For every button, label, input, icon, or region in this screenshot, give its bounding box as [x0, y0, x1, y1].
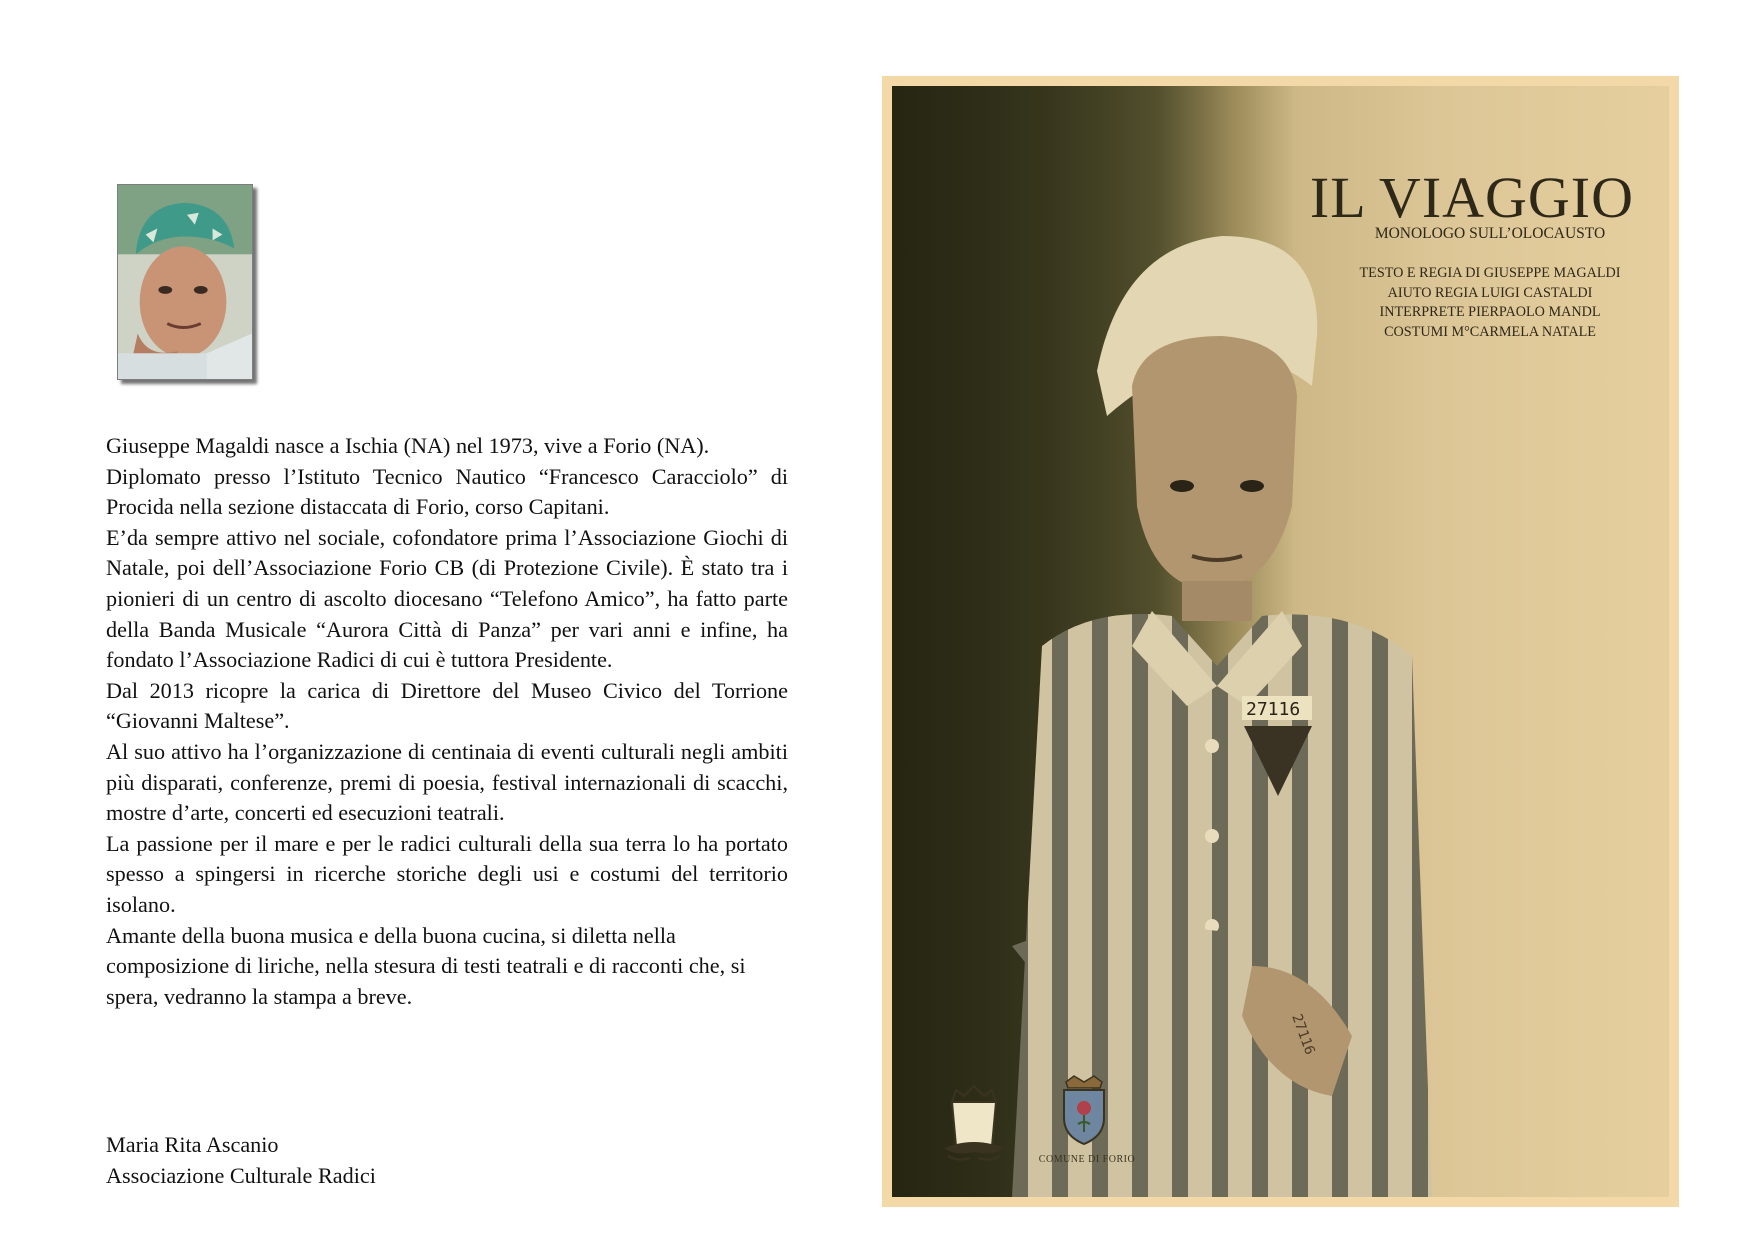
author-portrait — [117, 184, 253, 380]
bio-paragraph-4: Dal 2013 ricopre la carica di Direttore del Museo Civico del Torrione “Giovanni Maltese”. — [106, 677, 788, 734]
poster-credits — [1340, 264, 1640, 342]
bio-paragraph-3: E’da sempre attivo nel sociale, cofondatore prima l’Associazione Giochi di Natale, poi dell’Associazione Forio CB (di Protezione Civile). È stato tra i pionieri di un centro di ascolto diocesano “Telefono Amico”, ha fatto parte della Banda Musicale “Aurora Città di Panza” per vari anni e infine, ha fondato l’Associazione Radici di cui è tuttora Presidente. — [106, 524, 788, 673]
credit-line-4: COSTUMI M°CARMELA NATALE — [1384, 323, 1596, 340]
poster-image — [892, 86, 1669, 1197]
bio-paragraph-1: Giuseppe Magaldi nasce a Ischia (NA) nel 1973, vive a Forio (NA). — [106, 433, 710, 458]
theatre-poster — [882, 76, 1679, 1207]
author-photo — [118, 185, 252, 379]
signature-organization: Associazione Culturale Radici — [106, 1162, 376, 1188]
comune-label: COMUNE DI FORIO — [1038, 1154, 1136, 1165]
bio-paragraph-5: Al suo attivo ha l’organizzazione di centinaia di eventi culturali negli ambiti più disparati, conferenze, premi di poesia, festival internazionali di scacchi, mostre d’arte, concerti ed esecuzioni teatrali. — [106, 738, 788, 826]
actor-photo — [892, 86, 1669, 1197]
credit-line-3: INTERPRETE PIERPAOLO MANDL — [1379, 304, 1601, 321]
credit-line-1: TESTO E REGIA DI GIUSEPPE MAGALDI — [1359, 265, 1621, 281]
bio-paragraph-2: Diplomato presso l’Istituto Tecnico Nautico “Francesco Caracciolo” di Procida nella sezione distaccata di Forio, corso Capitani. — [106, 463, 788, 520]
signature-block — [106, 1130, 606, 1191]
arm-number: 27116 — [1288, 1011, 1318, 1057]
bio-paragraph-6: La passione per il mare e per le radici culturali della sua terra lo ha portato spesso a spingersi in ricerche storiche degli usi e costumi del territorio isolano. — [106, 830, 788, 917]
bio-paragraph-7: Amante della buona musica e della buona cucina, si diletta nella composizione di liriche, nella stesura di testi teatrali e di racconti che, si spera, vedranno la stampa a breve. — [106, 922, 746, 1009]
radici-logo-icon — [934, 1076, 1014, 1168]
author-biography — [106, 431, 788, 1012]
prisoner-number: 27116 — [1246, 699, 1301, 720]
signature-name: Maria Rita Ascanio — [106, 1132, 279, 1157]
poster-subtitle: MONOLOGO SULL’OLOCAUSTO — [1374, 225, 1606, 242]
poster-title: IL VIAGGIO — [1309, 165, 1634, 230]
credit-line-2: AIUTO REGIA LUIGI CASTALDI — [1387, 284, 1593, 301]
comune-coat-of-arms-icon — [1052, 1074, 1116, 1146]
